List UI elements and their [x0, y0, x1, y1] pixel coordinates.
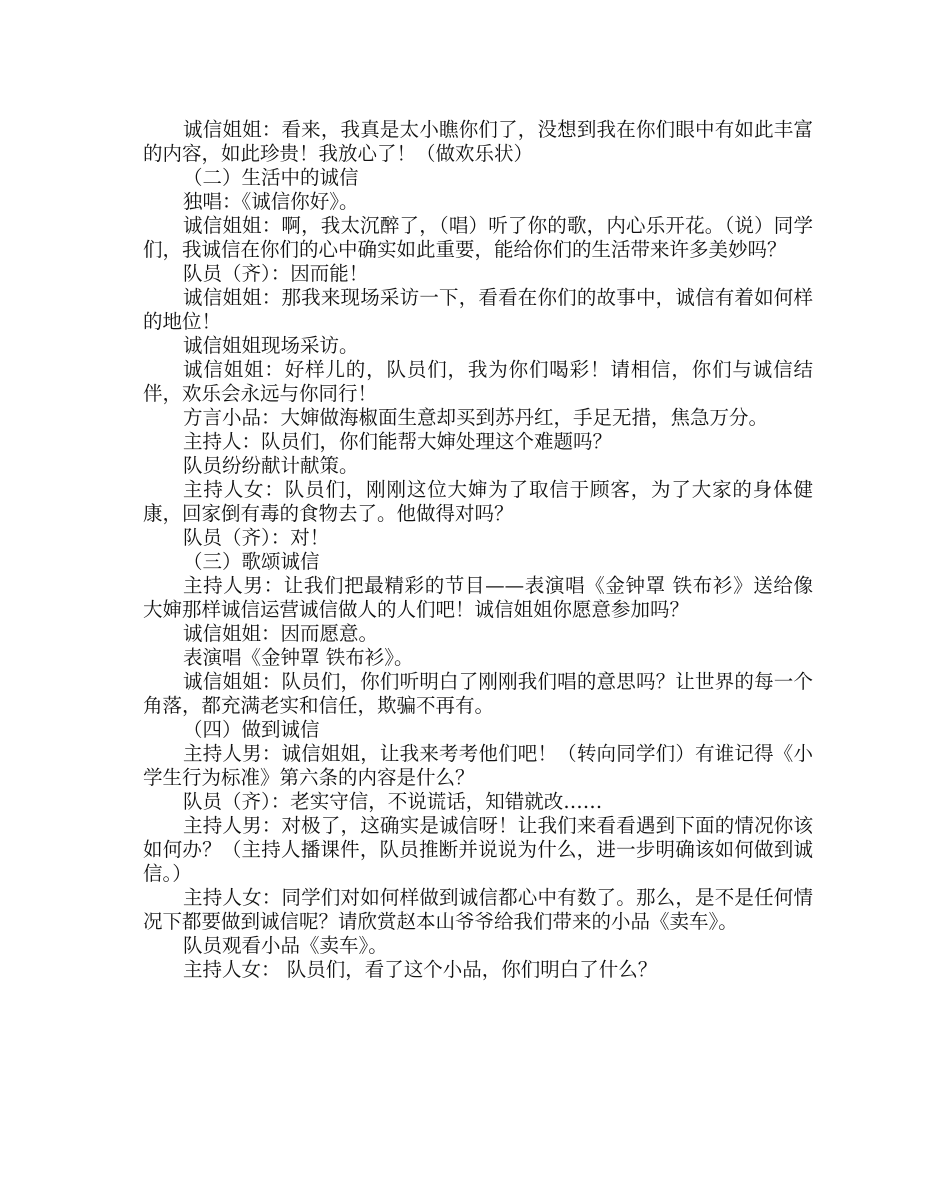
paragraph: 诚信姐姐：好样儿的，队员们，我为你们喝彩！请相信，你们与诚信结伴，欢乐会永远与你同行！: [143, 358, 813, 405]
paragraph: 诚信姐姐：啊，我太沉醉了，（唱）听了你的歌，内心乐开花。（说）同学们，我诚信在你们的心中确实如此重要，能给你们的生活带来许多美妙吗？: [143, 214, 813, 261]
paragraph: 诚信姐姐现场采访。: [183, 334, 359, 357]
paragraph: 队员（齐）：老实守信，不说谎话，知错就改……: [183, 790, 603, 813]
paragraph: 队员观看小品《卖车》。: [183, 934, 388, 957]
paragraph: 诚信姐姐：队员们，你们听明白了刚刚我们唱的意思吗？让世界的每一个角落，都充满老实和信任，欺骗不再有。: [143, 670, 813, 717]
paragraph: 诚信姐姐：因而愿意。: [183, 622, 379, 645]
paragraph: 诚信姐姐：那我来现场采访一下，看看在你们的故事中，诚信有着如何样的地位！: [143, 286, 813, 333]
paragraph: 队员（齐）：因而能！: [183, 262, 369, 285]
paragraph: 表演唱《金钟罩 铁布衫》。: [183, 646, 414, 669]
paragraph: 独唱：《诚信你好》。: [183, 190, 359, 213]
document-body: [143, 118, 813, 982]
paragraph: 队员（齐）：对！: [183, 526, 330, 549]
paragraph: 队员纷纷献计献策。: [183, 454, 359, 477]
section-heading: （四）做到诚信: [183, 718, 320, 741]
paragraph: 主持人女： 队员们，看了这个小品，你们明白了什么？: [183, 958, 658, 981]
paragraph: 主持人：队员们，你们能帮大婶处理这个难题吗？: [183, 430, 613, 453]
section-heading: （二）生活中的诚信: [183, 166, 359, 189]
paragraph: 主持人女：队员们，刚刚这位大婶为了取信于顾客，为了大家的身体健康，回家倒有毒的食物去了。他做得对吗？: [143, 478, 813, 525]
paragraph: 主持人男：让我们把最精彩的节目——表演唱《金钟罩 铁布衫》送给像大婶那样诚信运营诚信做人的人们吧！诚信姐姐你愿意参加吗？: [143, 574, 813, 621]
paragraph: 主持人女：同学们对如何样做到诚信都心中有数了。那么，是不是任何情况下都要做到诚信呢？请欣赏赵本山爷爷给我们带来的小品《卖车》。: [143, 886, 813, 933]
section-heading: （三）歌颂诚信: [183, 550, 320, 573]
paragraph: 诚信姐姐：看来，我真是太小瞧你们了，没想到我在你们眼中有如此丰富的内容，如此珍贵！我放心了！（做欢乐状）: [143, 118, 813, 165]
paragraph: 主持人男：诚信姐姐，让我来考考他们吧！（转向同学们）有谁记得《小学生行为标准》第六条的内容是什么？: [143, 742, 813, 789]
paragraph: 主持人男：对极了，这确实是诚信呀！让我们来看看遇到下面的情况你该如何办？（主持人播课件，队员推断并说说为什么，进一步明确该如何做到诚信。）: [143, 814, 813, 885]
paragraph: 方言小品：大婶做海椒面生意却买到苏丹红，手足无措，焦急万分。: [183, 406, 769, 429]
